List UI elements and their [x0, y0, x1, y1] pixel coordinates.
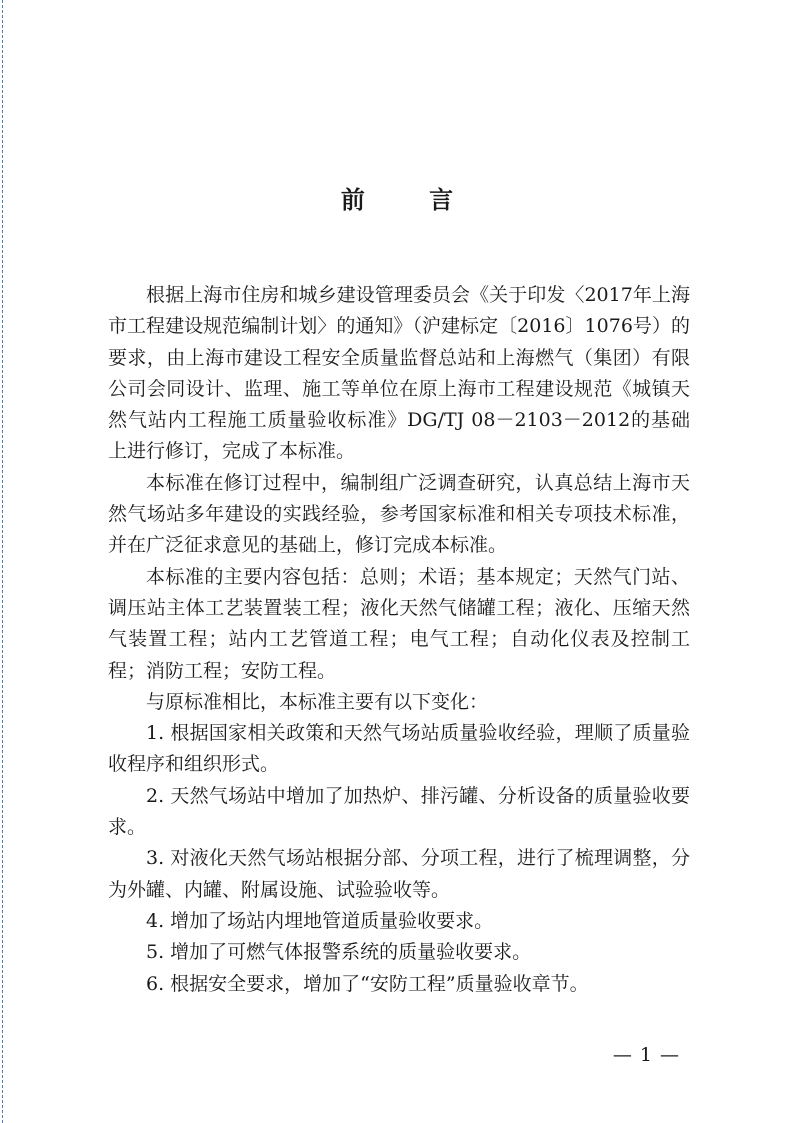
paragraph-change-3: 3. 对液化天然气场站根据分部、分项工程，进行了梳理调整，分为外罐、内罐、附属设施、试验验收等。 — [108, 847, 690, 901]
paragraph-change-2: 2. 天然气场站中增加了加热炉、排污罐、分析设备的质量验收要求。 — [108, 784, 690, 839]
paragraph-change-4: 4. 增加了场站内埋地管道质量验收要求。 — [146, 909, 494, 932]
paragraph-main-contents: 本标准的主要内容包括：总则；术语；基本规定；天然气门站、调压站主体工艺装置装工程；液化天然气储罐工程；液化、压缩天然气装置工程；站内工艺管道工程；电气工程；自动化仪表及控制工程；消防工程；安防工程。 — [108, 565, 690, 682]
page-number: — 1 — — [612, 1044, 680, 1066]
paragraph-change-1: 1. 根据国家相关政策和天然气场站质量验收经验，理顺了质量验收程序和组织形式。 — [108, 722, 690, 776]
paragraph-basis: 根据上海市住房和城乡建设管理委员会《关于印发〈2017年上海市工程建设规范编制计划〉的通知》（沪建标定〔2016〕1076号）的要求，由上海市建设工程安全质量监督总站和上海燃气（集团）有限公司会同设计、监理、施工等单位在原上海市工程建设规范《城镇天然气站内工程施工质量验收标准》DG/TJ 08－2103－2012的基础上进行修订，完成了本标准。 — [108, 284, 690, 463]
page-edge-dashed-line — [2, 0, 3, 1123]
paragraph-change-6: 6. 根据安全要求，增加了“安防工程”质量验收章节。 — [146, 972, 589, 995]
paragraph-change-5: 5. 增加了可燃气体报警系统的质量验收要求。 — [146, 941, 532, 964]
paragraph-revision-process: 本标准在修订过程中，编制组广泛调查研究，认真总结上海市天然气场站多年建设的实践经验，参考国家标准和相关专项技术标准，并在广泛征求意见的基础上，修订完成本标准。 — [108, 471, 690, 557]
page-title: 前 言 — [340, 186, 482, 214]
body-text — [108, 280, 690, 1000]
paragraph-changes-intro: 与原标准相比，本标准主要有以下变化： — [146, 690, 489, 713]
